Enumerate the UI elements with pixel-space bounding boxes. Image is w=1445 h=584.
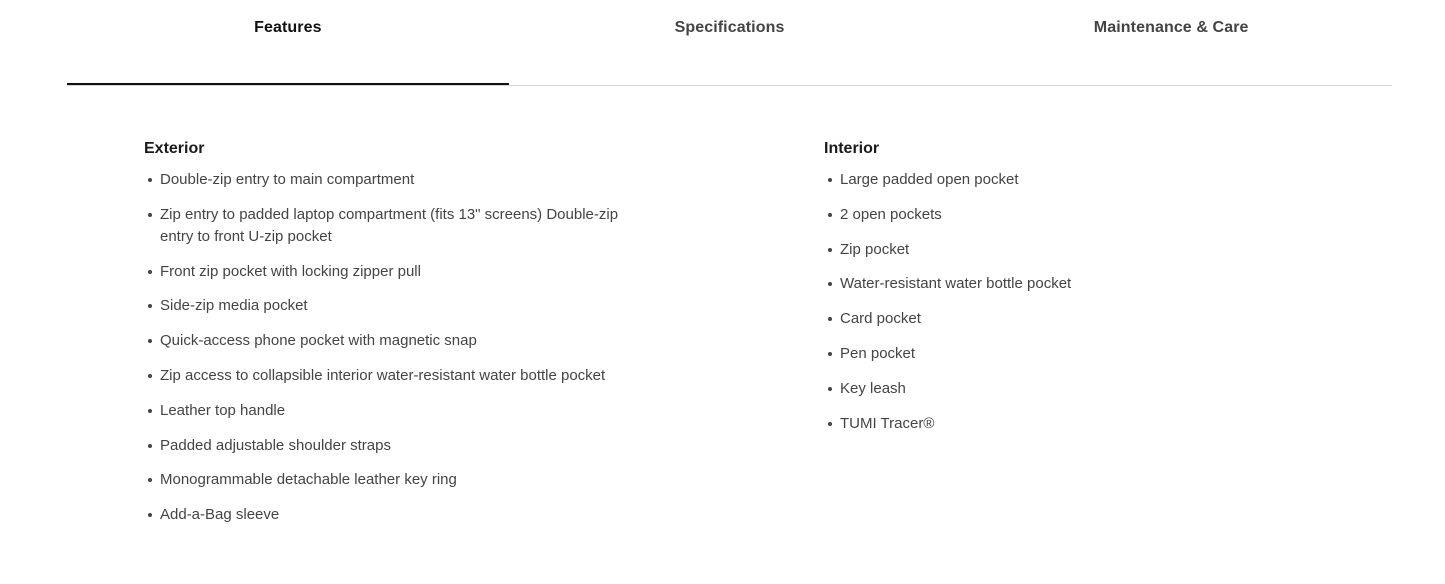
list-item: Key leash [824,378,1304,400]
list-item: Zip access to collapsible interior water-resistant water bottle pocket [144,365,624,387]
list-item: Side-zip media pocket [144,295,624,317]
exterior-feature-list [144,169,624,526]
list-item: TUMI Tracer® [824,413,1304,435]
list-item: Double-zip entry to main compartment [144,169,624,191]
tab-features[interactable] [67,0,509,84]
tab-maintenance-care-label: Maintenance & Care [1093,19,1249,36]
interior-heading: Interior [824,140,880,157]
tab-maintenance-care[interactable] [950,0,1392,84]
list-item: 2 open pockets [824,204,1304,226]
list-item: Quick-access phone pocket with magnetic snap [144,330,624,352]
list-item: Front zip pocket with locking zipper pull [144,261,624,283]
product-info-tabs [67,0,1392,86]
list-item: Large padded open pocket [824,169,1304,191]
tab-specifications-label: Specifications [674,19,785,36]
list-item: Zip pocket [824,239,1304,261]
list-item: Leather top handle [144,400,624,422]
list-item: Padded adjustable shoulder straps [144,435,624,457]
tab-features-label: Features [254,19,322,36]
list-item: Monogrammable detachable leather key ring [144,469,624,491]
interior-features-section [824,139,1304,447]
exterior-heading: Exterior [144,140,205,157]
tab-specifications[interactable] [509,0,951,84]
list-item: Zip entry to padded laptop compartment (fits 13" screens) Double-zip entry to front U-zip pocket [144,204,624,248]
list-item: Add-a-Bag sleeve [144,504,624,526]
list-item: Card pocket [824,308,1304,330]
interior-feature-list [824,169,1304,435]
list-item: Water-resistant water bottle pocket [824,273,1304,295]
exterior-features-section [144,139,624,539]
list-item: Pen pocket [824,343,1304,365]
